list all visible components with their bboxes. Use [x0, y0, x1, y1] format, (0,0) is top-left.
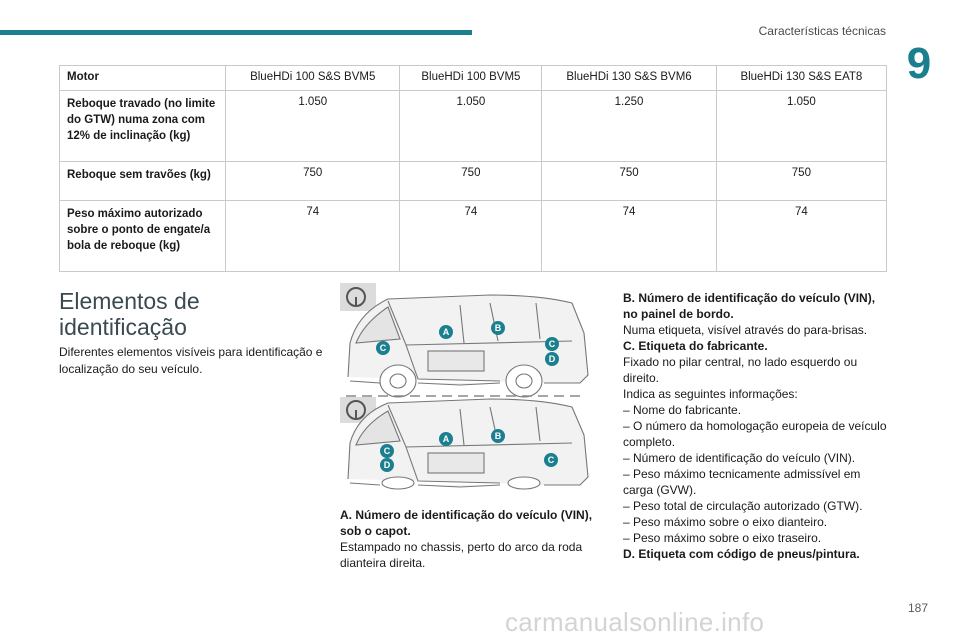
table-row: [60, 162, 887, 201]
table-cell: 750: [716, 162, 886, 201]
marker-c-bottom-left: [380, 444, 394, 458]
column-header-motor: Motor: [60, 66, 226, 91]
header-accent-bar: [0, 30, 472, 35]
item-b-text: Numa etiqueta, visível através do para-brisas.: [623, 323, 868, 337]
list-item: – Nome do fabricante.: [623, 403, 742, 417]
marker-d-bottom: [380, 458, 394, 472]
svg-text:C: C: [547, 455, 555, 465]
marker-b-top: [491, 321, 505, 335]
items-b-c-d-description: [623, 290, 888, 562]
svg-text:A: A: [442, 434, 450, 444]
marker-c-top-left: [376, 341, 390, 355]
list-item: – Peso máximo sobre o eixo traseiro.: [623, 531, 822, 545]
table-row: [60, 201, 887, 272]
svg-text:C: C: [379, 343, 387, 353]
column-header: BlueHDi 130 S&S EAT8: [716, 66, 886, 91]
item-c-title: C. Etiqueta do fabricante.: [623, 339, 768, 353]
list-item: – O número da homologação europeia de veículo completo.: [623, 419, 887, 449]
table-cell: 74: [716, 201, 886, 272]
vehicle-identification-diagram: [340, 283, 590, 490]
column-header: BlueHDi 100 S&S BVM5: [226, 66, 400, 91]
item-b-title: B. Número de identificação do veículo (VIN), no painel de bordo.: [623, 291, 876, 321]
van-illustration-rhd: [340, 397, 588, 489]
svg-text:D: D: [383, 460, 391, 470]
list-item: – Número de identificação do veículo (VIN).: [623, 451, 856, 465]
marker-d-top: [545, 352, 559, 366]
spec-table: [59, 65, 887, 272]
item-c-text: Fixado no pilar central, no lado esquerdo ou direito.: [623, 355, 858, 385]
marker-a-bottom: [439, 432, 453, 446]
marker-a-top: [439, 325, 453, 339]
svg-text:B: B: [494, 323, 502, 333]
marker-c-bottom-right: [544, 453, 558, 467]
marker-c-top-right: [545, 337, 559, 351]
list-item: – Peso máximo tecnicamente admissível em carga (GVW).: [623, 467, 861, 497]
row-header: Peso máximo autorizado sobre o ponto de engate/a bola de reboque (kg): [60, 201, 226, 272]
row-header: Reboque sem travões (kg): [60, 162, 226, 201]
svg-text:A: A: [442, 327, 450, 337]
svg-text:C: C: [548, 339, 556, 349]
column-header: BlueHDi 100 BVM5: [400, 66, 542, 91]
table-cell: 1.050: [400, 91, 542, 162]
table-row: [60, 91, 887, 162]
chapter-number: 9: [906, 39, 932, 88]
section-title: Elementos de identificação: [59, 288, 200, 340]
item-d-title: D. Etiqueta com código de pneus/pintura.: [623, 547, 860, 561]
svg-text:C: C: [383, 446, 391, 456]
table-cell: 750: [400, 162, 542, 201]
svg-text:B: B: [494, 431, 502, 441]
list-item: – Peso máximo sobre o eixo dianteiro.: [623, 515, 828, 529]
table-cell: 750: [226, 162, 400, 201]
table-cell: 1.250: [542, 91, 716, 162]
list-item: – Peso total de circulação autorizado (GTW).: [623, 499, 863, 513]
item-a-text: Estampado no chassis, perto do arco da roda dianteira direita.: [340, 540, 583, 570]
item-a-title: A. Número de identificação do veículo (VIN), sob o capot.: [340, 508, 593, 538]
marker-b-bottom: [491, 429, 505, 443]
table-cell: 1.050: [226, 91, 400, 162]
header-title: Características técnicas: [758, 24, 886, 38]
page-number: 187: [907, 601, 928, 615]
table-cell: 750: [542, 162, 716, 201]
watermark: carmanualsonline.info: [505, 607, 765, 637]
table-cell: 74: [226, 201, 400, 272]
section-intro: Diferentes elementos visíveis para identificação e localização do seu veículo.: [59, 345, 323, 376]
item-a-description: [340, 507, 600, 571]
table-cell: 1.050: [716, 91, 886, 162]
svg-text:D: D: [548, 354, 556, 364]
table-header-row: [60, 66, 887, 91]
column-header: BlueHDi 130 S&S BVM6: [542, 66, 716, 91]
item-c-text: Indica as seguintes informações:: [623, 387, 798, 401]
row-header: Reboque travado (no limite do GTW) numa zona com 12% de inclinação (kg): [60, 91, 226, 162]
table-cell: 74: [400, 201, 542, 272]
table-cell: 74: [542, 201, 716, 272]
